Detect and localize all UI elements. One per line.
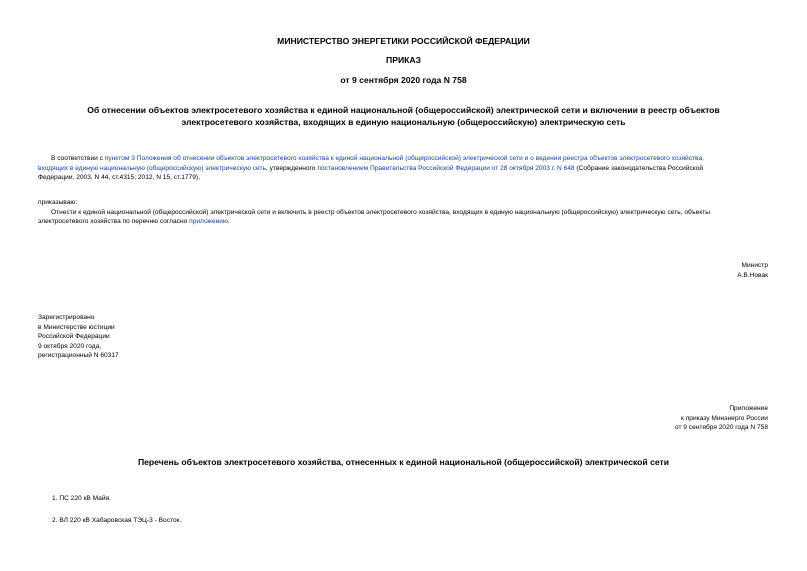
doc-date-number: от 9 сентября 2020 года N 758 (340, 75, 467, 85)
order-text-line2 (38, 217, 768, 227)
signature-block (600, 261, 768, 280)
preamble-line1 (38, 154, 768, 164)
signature-name: А.В.Новак (737, 271, 768, 279)
preamble-tail: (Собрание законодательства Российской (574, 164, 704, 172)
registration-line5: регистрационный N 60317 (38, 352, 119, 360)
appendix-line3: от 9 сентября 2020 года N 758 (674, 424, 768, 432)
order-word: приказываю: (38, 199, 78, 206)
doc-title-line1: Об отнесении объектов электросетевого хозяйства к единой национальной (общероссийской) электрической сети и включении в реестр объектов (87, 105, 720, 115)
registration-block (38, 313, 288, 361)
registration-line1: Зарегистрировано (38, 314, 95, 321)
registration-line2: в Министерстве юстиции (38, 323, 115, 331)
order-text-line2-main: электросетевого хозяйства по перечню согласно (38, 218, 190, 226)
order-text-line1: Отнести к единой национальной (общероссийской) электрической сети и включить в реестр объектов электросетевого хозяйства, входящих в единую национальную (общероссийскую) электрическую сеть, объекты (51, 208, 711, 216)
order-text-end: . (227, 218, 230, 226)
preamble (38, 154, 768, 183)
signature-position: Министр (741, 262, 768, 269)
regulation-link[interactable]: пунктом 3 Положения об отнесении объектов электросетевого хозяйства к единой национальной (общероссийской) электрической сети и о ведении реестра объектов электросетевого хозяйства, (104, 155, 704, 162)
list-item: 2. ВЛ 220 кВ Хабаровская ТЭЦ-3 - Восток. (52, 517, 182, 524)
preamble-line2 (38, 164, 768, 174)
regulation-link-cont[interactable]: входящих в единую национальную (общероссийскую) электрическую сеть (38, 164, 266, 172)
appendix-header (568, 404, 768, 433)
appendix-line2: к приказу Минэнерго России (681, 414, 768, 422)
preamble-line3: Федерации, 2003, N 44, ст.4315; 2012, N 15, ст.1779), (38, 174, 200, 182)
preamble-mid: , утвержденного (265, 164, 318, 172)
appendix-link[interactable]: приложению (189, 218, 228, 226)
list-title: Перечень объектов электросетевого хозяйства, отнесенных к единой национальной (общероссийской) электрической сети (137, 457, 670, 467)
government-decree-link[interactable]: постановлением Правительства Российской Федерации от 28 октября 2003 г. N 648 (317, 164, 575, 172)
order-section (38, 198, 768, 227)
list-item: 1. ПС 220 кВ Майя. (52, 495, 111, 502)
registration-line4: 9 октября 2020 года, (38, 342, 102, 350)
doc-title-line2: электросетевого хозяйства, входящих в единую национальную (общероссийскую) электрическую сеть (181, 117, 626, 127)
appendix-line1: Приложение (729, 405, 768, 412)
doc-type-heading: ПРИКАЗ (386, 55, 421, 65)
preamble-intro: В соответствии с (51, 155, 105, 162)
registration-line3: Российской Федерации (38, 333, 110, 341)
ministry-heading: МИНИСТЕРСТВО ЭНЕРГЕТИКИ РОССИЙСКОЙ ФЕДЕРАЦИИ (277, 36, 530, 46)
